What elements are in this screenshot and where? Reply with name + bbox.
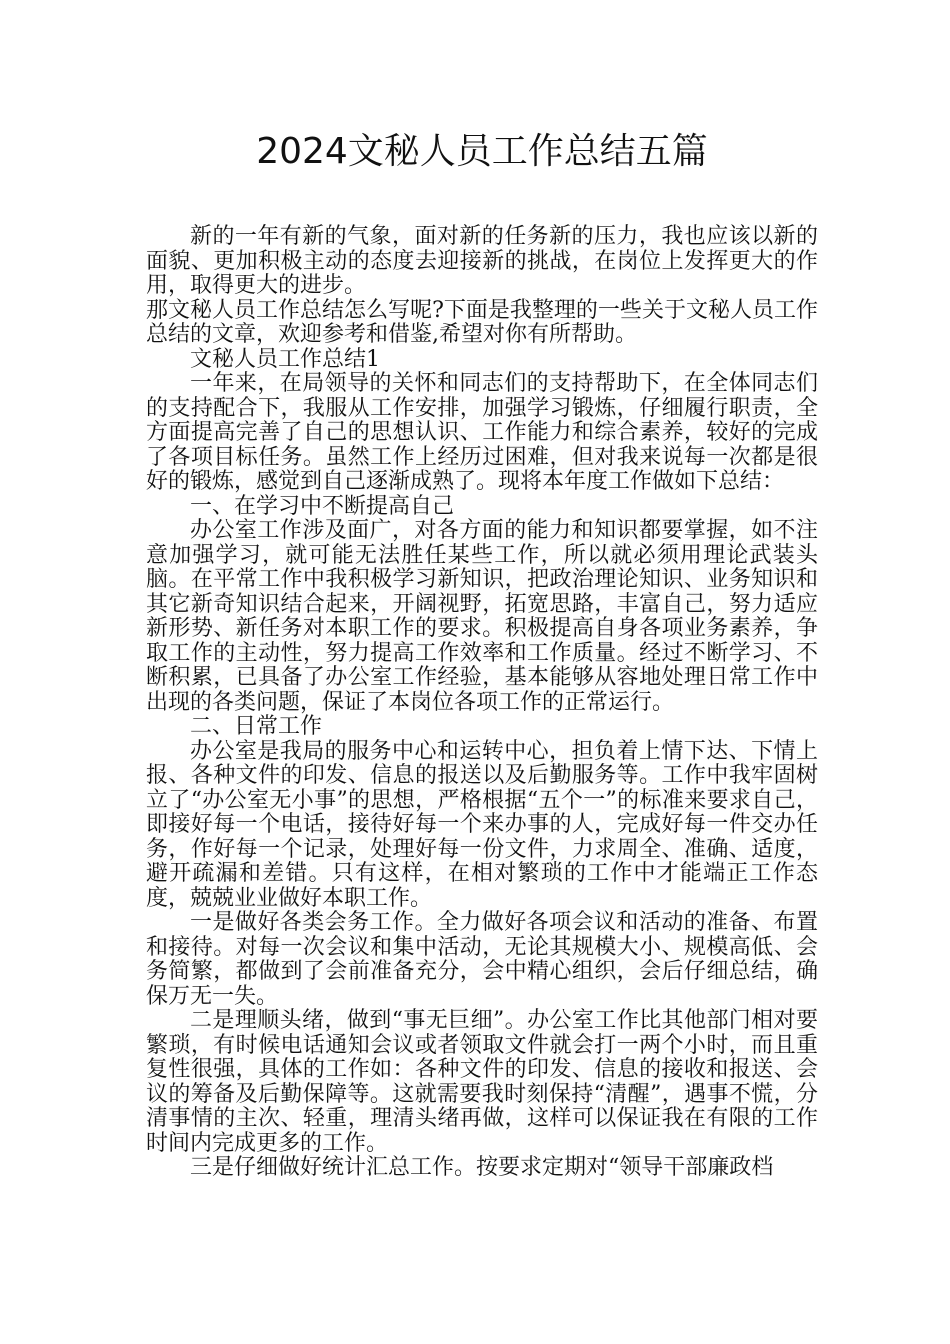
section-heading-study: 一、在学习中不断提高自己: [190, 493, 455, 519]
section-heading-summary-1: 文秘人员工作总结1: [190, 346, 380, 372]
paragraph-overview: 一年来，在局领导的关怀和同志们的支持帮助下，在全体同志们的支持配合下，我服从工作安排，加强学习锻炼，仔细履行职责，全方面提高完善了自己的思想认识、工作能力和综合素养，较好的完成了各项目标任务。虽然工作上经历过困难，但对我来说每一次都是很好的锻炼，感觉到自己逐渐成熟了。现将本年度工作做如下总结：: [146, 371, 818, 494]
paragraph-details: 二是理顺头绪，做到“事无巨细”。办公室工作比其他部门相对要繁琐，有时候电话通知会议或者领取文件就会打一两个小时，而且重复性很强，具体的工作如：各种文件的印发、信息的接收和报送、会议的筹备及后勤保障等。这就需要我时刻保持“清醒”，遇事不慌，分清事情的主次、轻重，理清头绪再做，这样可以保证我在有限的工作时间内完成更多的工作。: [146, 1008, 818, 1156]
paragraph-study: 办公室工作涉及面广，对各方面的能力和知识都要掌握，如不注意加强学习，就可能无法胜任某些工作，所以就必须用理论武装头脑。在平常工作中我积极学习新知识，把政治理论知识、业务知识和其它新奇知识结合起来，开阔视野，拓宽思路，丰富自己，努力适应新形势、新任务对本职工作的要求。积极提高自身各项业务素养，争取工作的主动性，努力提高工作效率和工作质量。经过不断学习、不断积累，已具备了办公室工作经验，基本能够从容地处理日常工作中出现的各类问题，保证了本岗位各项工作的正常运行。: [146, 518, 818, 715]
section-heading-daily-work: 二、日常工作: [190, 714, 323, 739]
paragraph-lead: 那文秘人员工作总结怎么写呢?下面是我整理的一些关于文秘人员工作总结的文章，欢迎参考和借鉴,希望对你有所帮助。: [146, 297, 818, 347]
paragraph-statistics: 三是仔细做好统计汇总工作。按要求定期对“领导干部廉政档: [190, 1155, 774, 1180]
paragraph-intro: 新的一年有新的气象，面对新的任务新的压力，我也应该以新的面貌、更加积极主动的态度去迎接新的挑战，在岗位上发挥更大的作用，取得更大的进步。: [146, 224, 818, 298]
paragraph-daily-work: 办公室是我局的服务中心和运转中心，担负着上情下达、下情上报、各种文件的印发、信息的报送以及后勤服务等。工作中我牢固树立了“办公室无小事”的思想，严格根据“五个一”的标准来要求自己，即接好每一个电话，接待好每一个来办事的人，完成好每一件交办任务，作好每一个记录，处理好每一份文件，力求周全、准确、适度，避开疏漏和差错。只有这样，在相对繁琐的工作中才能端正工作态度，兢兢业业做好本职工作。: [146, 738, 818, 911]
document-page: [146, 0, 818, 1344]
paragraph-meetings: 一是做好各类会务工作。全力做好各项会议和活动的准备、布置和接待。对每一次会议和集中活动，无论其规模大小、规模高低、会务简繁，都做到了会前准备充分，会中精心组织，会后仔细总结，确保万无一失。: [146, 910, 818, 1009]
document-body: [146, 225, 818, 1181]
document-title: 2024文秘人员工作总结五篇: [256, 131, 708, 172]
